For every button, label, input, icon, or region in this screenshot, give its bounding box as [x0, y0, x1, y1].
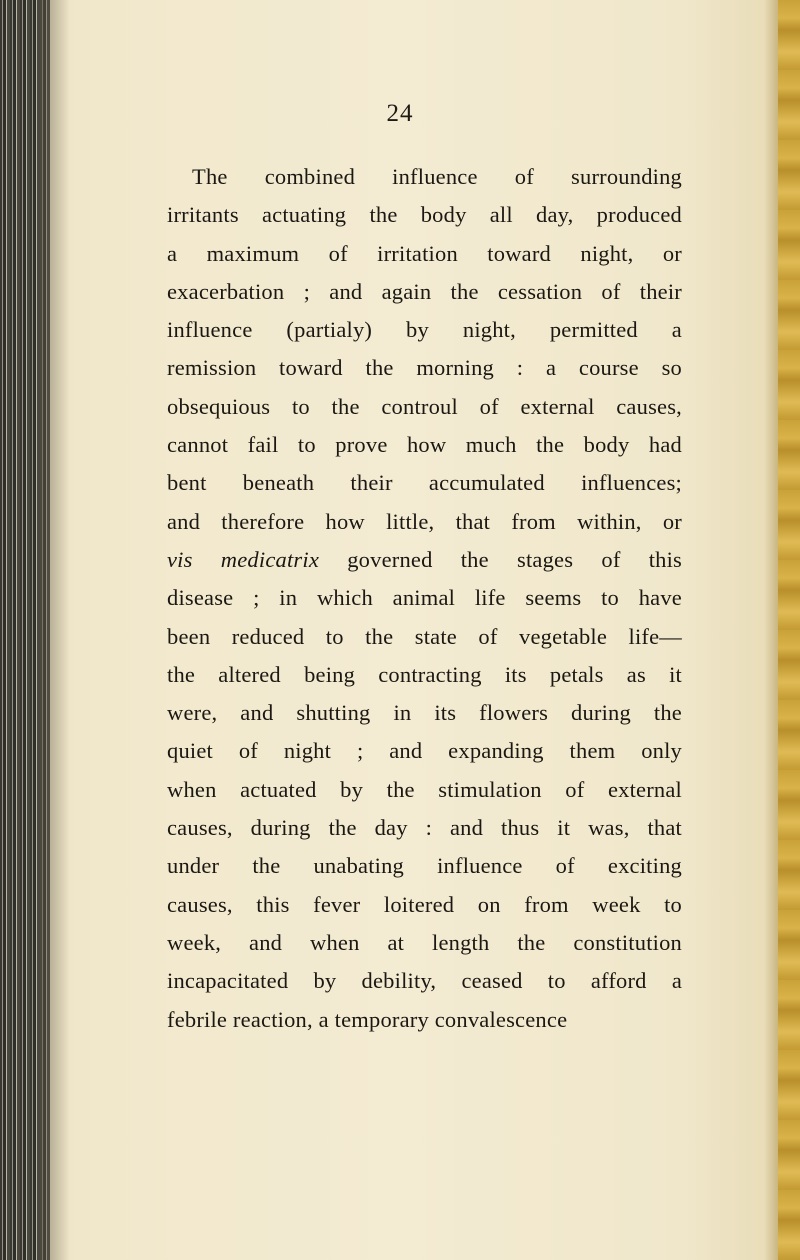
text-line: causes, during the day : and thus it was, that [167, 815, 682, 841]
text-line: the altered being contracting its petals as it [167, 661, 682, 687]
text-line: obsequious to the controul of external causes, [167, 393, 682, 419]
text-line: cannot fail to prove how much the body had [167, 432, 682, 458]
page-number: 24 [386, 100, 414, 127]
text-line: febrile reaction, a temporary convalescence [167, 1006, 568, 1032]
text-line: disease ; in which animal life seems to have [167, 585, 682, 611]
text-line: remission toward the morning : a course so [167, 355, 682, 381]
text-line-with-italic [167, 541, 682, 579]
text-line: a maximum of irritation toward night, or [167, 240, 682, 266]
text-line: incapacitated by debility, ceased to afford a [167, 968, 682, 994]
text-line: under the unabating influence of exciting [167, 853, 682, 879]
text-line: and therefore how little, that from within, or [167, 508, 682, 534]
body-text [167, 158, 682, 1039]
text-line: The combined influence of surrounding [192, 164, 682, 189]
text-line: been reduced to the state of vegetable life— [167, 623, 682, 649]
text-line: bent beneath their accumulated influences; [167, 470, 682, 496]
text-line: irritants actuating the body all day, produced [167, 202, 682, 228]
text-line: exacerbation ; and again the cessation of their [167, 278, 682, 304]
text-line: causes, this fever loitered on from week to [167, 891, 682, 917]
text-line: influence (partialy) by night, permitted a [167, 317, 682, 343]
gilt-page-edge [778, 0, 800, 1260]
italic-phrase: vis medicatrix [167, 546, 320, 572]
text-line-rest: governed the stages of this [347, 546, 683, 572]
text-line: week, and when at length the constitution [167, 929, 682, 955]
text-line: when actuated by the stimulation of external [167, 776, 682, 802]
text-line: were, and shutting in its flowers during the [167, 700, 682, 726]
binding-shadow [40, 0, 70, 1260]
text-line: quiet of night ; and expanding them only [167, 738, 682, 764]
